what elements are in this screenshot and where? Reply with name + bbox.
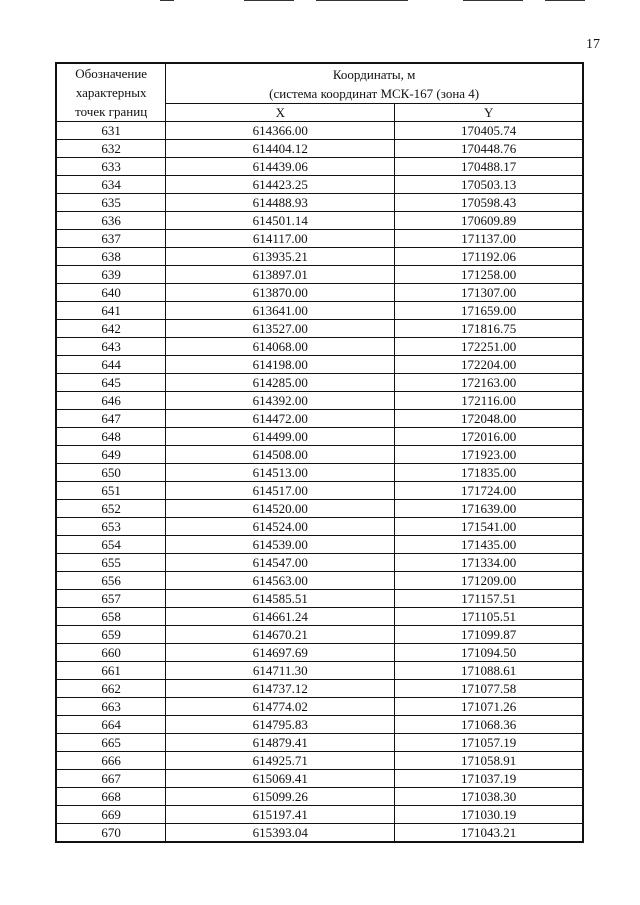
point-number-cell: 647 (56, 410, 166, 428)
y-coordinate-cell: 171258.00 (395, 266, 583, 284)
y-coordinate-cell: 171105.51 (395, 608, 583, 626)
y-coordinate-cell: 172251.00 (395, 338, 583, 356)
point-number-cell: 667 (56, 770, 166, 788)
x-coordinate-cell: 614499.00 (166, 428, 395, 446)
x-coordinate-cell: 614539.00 (166, 536, 395, 554)
point-number-cell: 646 (56, 392, 166, 410)
point-number-cell: 665 (56, 734, 166, 752)
point-number-cell: 649 (56, 446, 166, 464)
y-coordinate-cell: 171077.58 (395, 680, 583, 698)
point-number-cell: 650 (56, 464, 166, 482)
table-row (56, 824, 583, 843)
coordinates-header-line1: Координаты, м (332, 66, 416, 82)
y-coordinate-cell: 171435.00 (395, 536, 583, 554)
y-coordinate-cell: 171137.00 (395, 230, 583, 248)
x-coordinate-cell: 614285.00 (166, 374, 395, 392)
x-coordinate-cell: 613641.00 (166, 302, 395, 320)
y-coordinate-cell: 171639.00 (395, 500, 583, 518)
table-row (56, 338, 583, 356)
x-coordinate-cell: 614423.25 (166, 176, 395, 194)
x-coordinate-cell: 613527.00 (166, 320, 395, 338)
point-number-cell: 658 (56, 608, 166, 626)
point-number-cell: 636 (56, 212, 166, 230)
point-number-cell: 632 (56, 140, 166, 158)
y-coordinate-cell: 171094.50 (395, 644, 583, 662)
x-coordinate-cell: 614711.30 (166, 662, 395, 680)
point-number-cell: 655 (56, 554, 166, 572)
x-coordinate-cell: 614198.00 (166, 356, 395, 374)
point-number-cell: 663 (56, 698, 166, 716)
x-coordinate-cell: 614439.06 (166, 158, 395, 176)
table-row (56, 590, 583, 608)
y-coordinate-cell: 170488.17 (395, 158, 583, 176)
table-row (56, 194, 583, 212)
table-row (56, 230, 583, 248)
y-coordinate-cell: 171030.19 (395, 806, 583, 824)
x-coordinate-cell: 614517.00 (166, 482, 395, 500)
point-header-line: Обозначение (75, 66, 148, 81)
point-number-cell: 661 (56, 662, 166, 680)
point-number-cell: 666 (56, 752, 166, 770)
x-coordinate-cell: 614508.00 (166, 446, 395, 464)
y-coordinate-cell: 170503.13 (395, 176, 583, 194)
y-coordinate-cell: 171192.06 (395, 248, 583, 266)
point-number-cell: 653 (56, 518, 166, 536)
x-coordinate-cell: 614524.00 (166, 518, 395, 536)
page-number: 17 (586, 37, 600, 52)
x-coordinate-cell: 614547.00 (166, 554, 395, 572)
point-designation-header (56, 63, 166, 122)
point-number-cell: 643 (56, 338, 166, 356)
table-row (56, 716, 583, 734)
table-row (56, 212, 583, 230)
y-coordinate-cell: 171157.51 (395, 590, 583, 608)
point-number-cell: 670 (56, 824, 166, 843)
point-number-cell: 637 (56, 230, 166, 248)
table-body (56, 122, 583, 843)
point-number-cell: 631 (56, 122, 166, 140)
table-row (56, 428, 583, 446)
table-row (56, 302, 583, 320)
x-coordinate-cell: 615069.41 (166, 770, 395, 788)
table-row (56, 284, 583, 302)
table-row (56, 140, 583, 158)
y-coordinate-cell: 171038.30 (395, 788, 583, 806)
y-coordinate-cell: 170609.89 (395, 212, 583, 230)
x-coordinate-cell: 614501.14 (166, 212, 395, 230)
table-row (56, 392, 583, 410)
y-coordinate-cell: 171835.00 (395, 464, 583, 482)
x-coordinate-cell: 614068.00 (166, 338, 395, 356)
point-number-cell: 668 (56, 788, 166, 806)
table-row (56, 572, 583, 590)
table-row (56, 374, 583, 392)
table-row (56, 446, 583, 464)
x-coordinate-cell: 614670.21 (166, 626, 395, 644)
point-number-cell: 645 (56, 374, 166, 392)
y-coordinate-cell: 172163.00 (395, 374, 583, 392)
x-coordinate-cell: 613935.21 (166, 248, 395, 266)
y-coordinate-cell: 172016.00 (395, 428, 583, 446)
point-number-cell: 651 (56, 482, 166, 500)
point-number-cell: 641 (56, 302, 166, 320)
table-row (56, 644, 583, 662)
y-coordinate-cell: 171058.91 (395, 752, 583, 770)
table-row (56, 410, 583, 428)
y-coordinate-cell: 171541.00 (395, 518, 583, 536)
table-row (56, 122, 583, 140)
x-coordinate-cell: 614925.71 (166, 752, 395, 770)
x-coordinate-cell: 614585.51 (166, 590, 395, 608)
x-coordinate-cell: 615197.41 (166, 806, 395, 824)
y-coordinate-cell: 171071.26 (395, 698, 583, 716)
y-coordinate-cell: 171724.00 (395, 482, 583, 500)
y-coordinate-cell: 171068.36 (395, 716, 583, 734)
point-number-cell: 669 (56, 806, 166, 824)
x-coordinate-cell: 614392.00 (166, 392, 395, 410)
point-number-cell: 640 (56, 284, 166, 302)
y-coordinate-cell: 171037.19 (395, 770, 583, 788)
point-number-cell: 635 (56, 194, 166, 212)
point-number-cell: 662 (56, 680, 166, 698)
point-number-cell: 642 (56, 320, 166, 338)
point-header-line: точек границ (75, 104, 148, 119)
x-coordinate-cell: 614737.12 (166, 680, 395, 698)
table-row (56, 554, 583, 572)
y-coordinate-cell: 172048.00 (395, 410, 583, 428)
x-coordinate-cell: 614563.00 (166, 572, 395, 590)
y-coordinate-cell: 171816.75 (395, 320, 583, 338)
x-coordinate-cell: 613870.00 (166, 284, 395, 302)
y-coordinate-cell: 171923.00 (395, 446, 583, 464)
point-number-cell: 659 (56, 626, 166, 644)
table-row (56, 320, 583, 338)
x-coordinate-cell: 614472.00 (166, 410, 395, 428)
table-row (56, 176, 583, 194)
table-row (56, 806, 583, 824)
x-coordinate-cell: 614661.24 (166, 608, 395, 626)
y-coordinate-cell: 170405.74 (395, 122, 583, 140)
table-row (56, 680, 583, 698)
table-row (56, 608, 583, 626)
x-coordinate-cell: 614513.00 (166, 464, 395, 482)
table-row (56, 518, 583, 536)
point-number-cell: 656 (56, 572, 166, 590)
point-number-cell: 654 (56, 536, 166, 554)
y-coordinate-cell: 172204.00 (395, 356, 583, 374)
x-coordinate-cell: 614117.00 (166, 230, 395, 248)
point-header-line: характерных (75, 85, 147, 100)
y-coordinate-cell: 171209.00 (395, 572, 583, 590)
point-number-cell: 648 (56, 428, 166, 446)
y-column-header: Y (395, 104, 583, 122)
point-number-cell: 657 (56, 590, 166, 608)
point-number-cell: 633 (56, 158, 166, 176)
table-row (56, 248, 583, 266)
x-column-header: X (166, 104, 395, 122)
table-row (56, 734, 583, 752)
table-header-row (56, 63, 583, 104)
point-number-cell: 638 (56, 248, 166, 266)
table-row (56, 500, 583, 518)
x-coordinate-cell: 614879.41 (166, 734, 395, 752)
x-coordinate-cell: 614488.93 (166, 194, 395, 212)
coordinates-table (55, 62, 584, 843)
point-number-cell: 652 (56, 500, 166, 518)
point-number-cell: 639 (56, 266, 166, 284)
x-coordinate-cell: 614404.12 (166, 140, 395, 158)
point-number-cell: 664 (56, 716, 166, 734)
y-coordinate-cell: 171088.61 (395, 662, 583, 680)
x-coordinate-cell: 614697.69 (166, 644, 395, 662)
x-coordinate-cell: 614520.00 (166, 500, 395, 518)
point-number-cell: 634 (56, 176, 166, 194)
table-row (56, 482, 583, 500)
y-coordinate-cell: 171057.19 (395, 734, 583, 752)
coordinates-header (166, 63, 583, 104)
table-row (56, 626, 583, 644)
x-coordinate-cell: 615099.26 (166, 788, 395, 806)
table-row (56, 662, 583, 680)
table-row (56, 158, 583, 176)
y-coordinate-cell: 171043.21 (395, 824, 583, 843)
y-coordinate-cell: 171659.00 (395, 302, 583, 320)
table-row (56, 356, 583, 374)
scan-edge-marks (0, 0, 640, 4)
table-row (56, 266, 583, 284)
table-row (56, 698, 583, 716)
x-coordinate-cell: 615393.04 (166, 824, 395, 843)
table-row (56, 788, 583, 806)
y-coordinate-cell: 171099.87 (395, 626, 583, 644)
y-coordinate-cell: 171307.00 (395, 284, 583, 302)
table-row (56, 770, 583, 788)
coordinates-header-line2: (система координат МСК-167 (зона 4) (269, 85, 480, 101)
table-row (56, 536, 583, 554)
x-coordinate-cell: 614366.00 (166, 122, 395, 140)
point-number-cell: 644 (56, 356, 166, 374)
x-coordinate-cell: 614774.02 (166, 698, 395, 716)
x-coordinate-cell: 613897.01 (166, 266, 395, 284)
y-coordinate-cell: 170598.43 (395, 194, 583, 212)
y-coordinate-cell: 172116.00 (395, 392, 583, 410)
table-row (56, 464, 583, 482)
y-coordinate-cell: 170448.76 (395, 140, 583, 158)
table-row (56, 752, 583, 770)
x-coordinate-cell: 614795.83 (166, 716, 395, 734)
point-number-cell: 660 (56, 644, 166, 662)
y-coordinate-cell: 171334.00 (395, 554, 583, 572)
